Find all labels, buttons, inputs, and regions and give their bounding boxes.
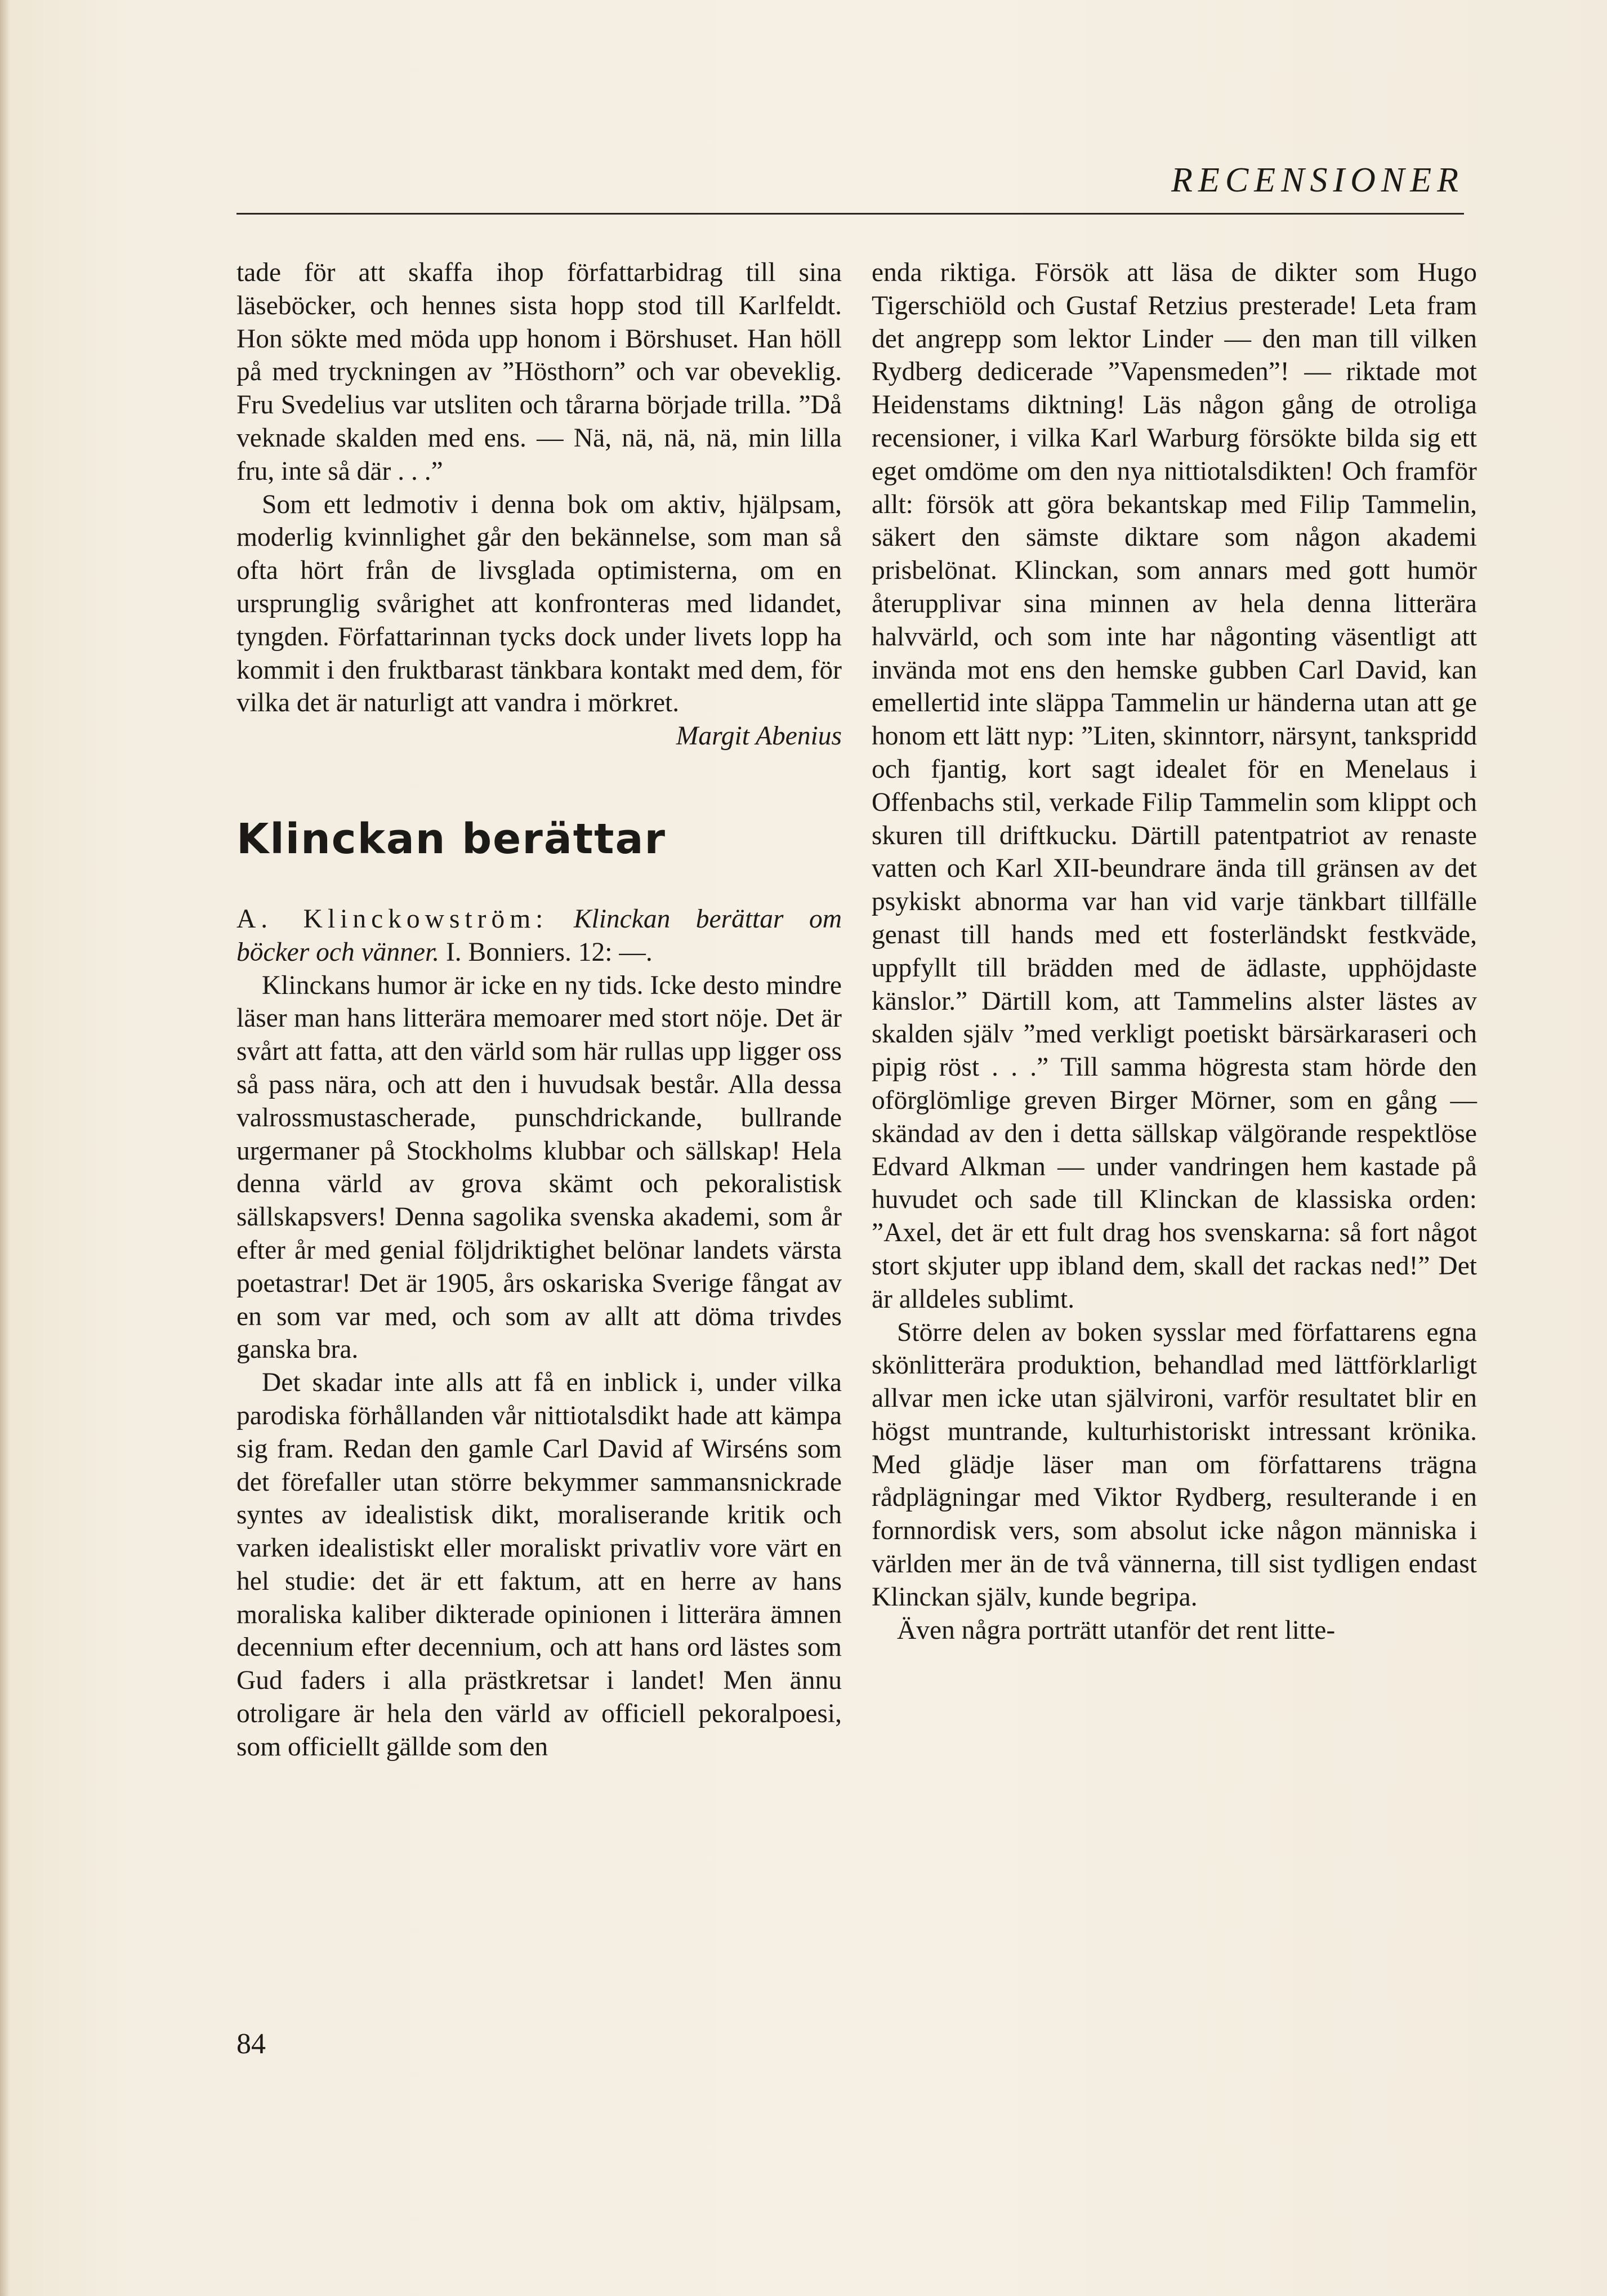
page-edge-shadow	[0, 0, 10, 2296]
running-header	[236, 152, 1464, 220]
review-paragraph-continued: enda riktiga. Försök att läsa de dikter som Hugo Tigerschiöld och Gustaf Retzius presterade! Leta fram det angrepp som lektor Linder — den man till vilken Rydberg dedicerade ”Vapensmeden”! — riktade mot Heidenstams diktning! Läs någon gång de otroliga recensioner, i vilka Karl Warburg försökte bilda sig ett eget omdöme om den nya nittiotalsdikten! Och framför allt: försök att göra bekantskap med Filip Tammelin, säkert den sämste diktare som någon akademi prisbelönat. Klinckan, som annars med gott humör återupplivar sina minnen av hela denna litterära halvvärld, och som inte har någonting väsentligt att invända mot ens den hemske gubben Carl David, kan emellertid inte släppa Tammelin ur händerna utan att ge honom ett lätt nyp: ”Liten, skinntorr, närsynt, tankspridd och fjantig, kort sagt idealet för en Menelaus i Offenbachs stil, verkade Filip Tammelin som klippt och skuren till driftkucku. Därtill patentpatriot av renaste vatten och Karl XII-beundrare ända till gränsen av det psykiskt abnorma var han vid varje tänkbart tillfälle genast till hands med ett fosterländskt festkväde, uppfyllt till brädden med de ädlaste, upphöjdaste känslor.” Därtill kom, att Tammelins alster lästes av skalden själv ”med verkligt poetiskt bärsärkaraseri och pipig röst . . .” Till samma högresta stam hörde den oförglömlige greven Birger Mörner, som en gång — skändad av den i detta sällskap välgörande respektlöse Edvard Alkman — under vandringen hem kastade på huvudet och sade till Klinckan de klassiska orden: ”Axel, det är ett fult drag hos svenskarna: så fort något stort skjuter upp ibland dem, skall det rackas ned!” Det är alldeles sublimt.	[872, 258, 1477, 1314]
book-title: Klinckan berättar om böcker och vänner.	[236, 904, 842, 967]
reviewer-signature: Margit Abenius	[676, 721, 842, 751]
book-author: A. Klinckowström:	[236, 904, 548, 934]
page-number: 84	[236, 2028, 266, 2060]
previous-review-text: tade för att skaffa ihop författarbidrag till sina läseböcker, och hennes sista hopp stod till Karlfeldt. Hon sökte med möda upp honom i Börshuset. Han höll på med tryckningen av ”Hösthorn” och var obeveklig. Fru Svedelius var utsliten och tårarna började trilla. ”Då veknade skalden med ens. — Nä, nä, nä, nä, min lilla fru, inte så där . . .”	[236, 258, 842, 486]
bibliographic-entry	[236, 903, 842, 969]
right-column	[872, 256, 1477, 1647]
section-title: RECENSIONER	[1171, 161, 1464, 199]
review-heading: Klinckan berättar	[236, 814, 666, 863]
review-paragraph: Det skadar inte alls att få en inblick i, under vilka parodiska förhållanden vår nittiotalsdikt hade att kämpa sig fram. Redan den gamle Carl David af Wirséns som det förefaller utan större bekymmer sammansnickrade syntes av idealistisk dikt, moraliserande kritik och varken idealistiskt eller moraliskt privatliv vore värt en hel studie: det är ett faktum, att en herre av hans moraliska kaliber dikterade opinionen i litterära ämnen decennium efter decennium, och att hans ord lästes som Gud faders i alla prästkretsar i landet! Men ännu otroligare är hela den värld av officiell pekoralpoesi, som officiellt gällde som den	[236, 1368, 842, 1762]
review-paragraph: Även några porträtt utanför det rent litte-	[897, 1615, 1336, 1645]
left-column	[236, 256, 842, 1764]
header-rule	[236, 213, 1464, 215]
book-publisher-price: I. Bonniers. 12: —.	[445, 937, 653, 967]
review-paragraph: Klinckans humor är icke en ny tids. Icke desto mindre läser man hans litterära memoarer med stort nöje. Det är svårt att fatta, att den värld som här rullas upp ligger oss så pass nära, och att den i huvudsak består. Alla dessa valrossmustascherade, punschdrickande, bullrande urgermaner på Stockholms klubbar och sällskap! Hela denna värld av grova skämt och pekoralistisk sällskapsvers! Denna sagolika svenska akademi, som år efter år med genial följdriktighet belönar landets värsta poetastrar! Det är 1905, års oskariska Sverige fångat av en som var med, och som av allt att döma trivdes ganska bra.	[236, 970, 842, 1365]
review-paragraph: Större delen av boken sysslar med författarens egna skönlitterära produktion, behandlad med lättförklarligt allvar men icke utan självironi, varför resultatet blir en högst muntrande, kulturhistoriskt intressant krönika. Med glädje läser man om författarens trägna rådplägningar med Viktor Rydberg, resulterande i en fornnordisk vers, som absolut icke någon människa i världen mer än de två vännerna, till sist tydligen endast Klinckan själv, kunde begripa.	[872, 1317, 1477, 1612]
previous-review-closing: Som ett ledmotiv i denna bok om aktiv, hjälpsam, moderlig kvinnlighet går den bekännelse, som man så ofta hört från de livsglada optimisterna, om en ursprunglig svårighet att konfronteras med lidandet, tyngden. Författarinnan tycks dock under livets lopp ha kommit i den fruktbarast tänkbara kontakt med dem, för vilka det är naturligt att vandra i mörkret.	[236, 489, 842, 718]
